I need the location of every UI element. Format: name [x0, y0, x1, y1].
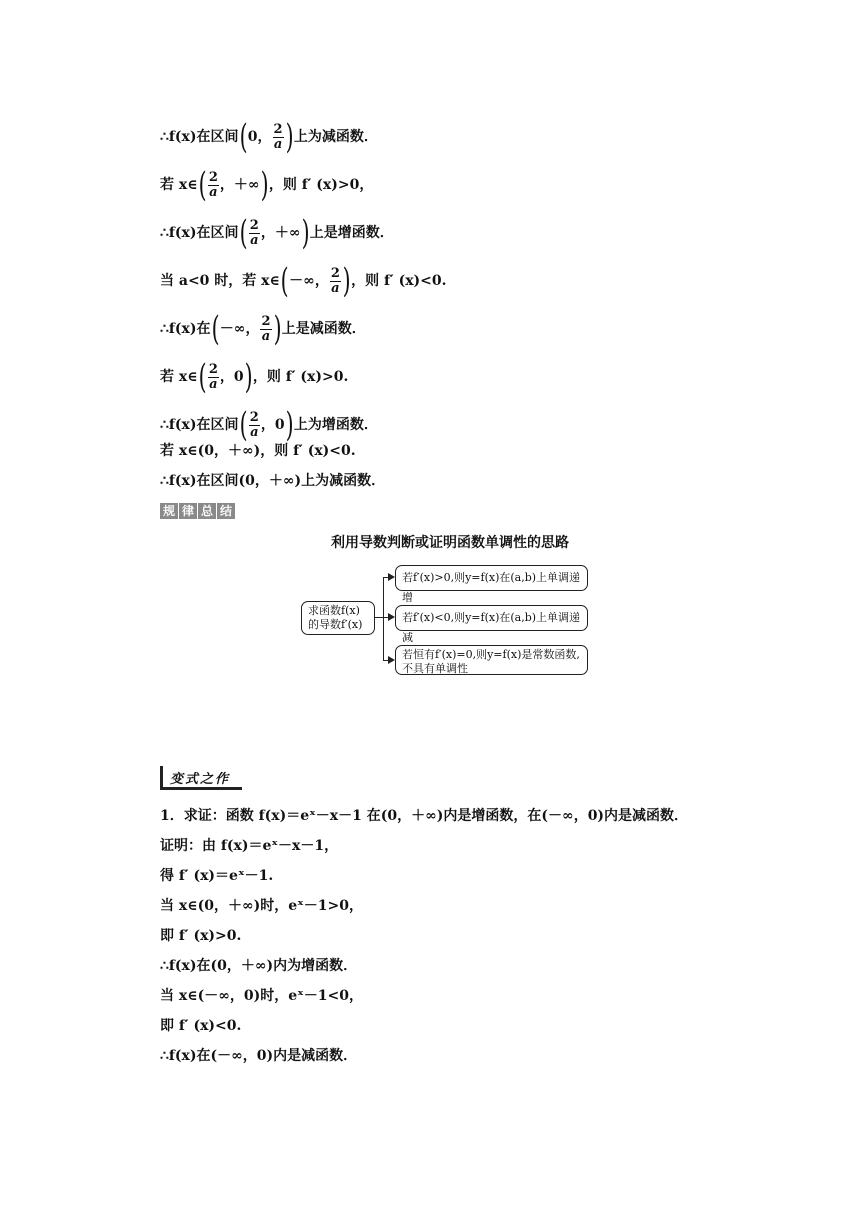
line-prefix: ∴f(x)在区间: [160, 225, 239, 241]
right-paren: ): [301, 213, 310, 253]
line-suffix: 上为增函数．: [293, 417, 378, 433]
proof-line: ∴f(x)在(0，＋∞)内为增函数．: [160, 958, 358, 974]
interval-endpoint: 0: [274, 417, 285, 433]
interval-endpoint: －∞: [289, 273, 315, 289]
fraction: $\frac{2}{a}$: [273, 121, 283, 152]
derivation-line: [160, 261, 447, 301]
problem-statement: 1．求证：函数 f(x)＝eˣ－x－1 在(0，＋∞)内是增函数，在(－∞，0)内是减函数．: [160, 808, 689, 824]
branch-node: 若f′(x)<0,则y=f(x)在(a,b)上单调递减: [395, 605, 588, 631]
fraction: $\frac{2}{a}$: [208, 361, 218, 392]
comma: ，: [260, 417, 275, 433]
proof-line: ∴f(x)在(－∞，0)内是减函数．: [160, 1048, 358, 1064]
arrow-icon: [388, 613, 395, 621]
comma: ，: [245, 321, 260, 337]
left-paren: (: [198, 357, 207, 397]
connector: [383, 577, 384, 660]
proof-line: 得 f′ (x)＝eˣ－1.: [160, 868, 274, 884]
line-suffix: ，则 f′ (x)<0.: [351, 273, 447, 289]
fraction: $\frac{2}{a}$: [208, 169, 218, 200]
fraction: $\frac{2}{a}$: [249, 409, 259, 440]
derivation-line: [160, 165, 374, 205]
left-paren: (: [239, 117, 248, 157]
line-prefix: 若 x∈: [160, 369, 198, 385]
diagram-title: 利用导数判断或证明函数单调性的思路: [331, 535, 569, 551]
variant-header: [160, 766, 242, 790]
branch-node: 若恒有f′(x)=0,则y=f(x)是常数函数,不具有单调性: [395, 645, 588, 675]
arrow-icon: [388, 573, 395, 581]
derivation-line: [160, 405, 378, 445]
interval-endpoint: －∞: [219, 321, 246, 337]
derivation-line: [160, 117, 378, 157]
line-suffix: 上为减函数．: [293, 129, 378, 145]
left-paren: (: [239, 405, 248, 445]
fraction: $\frac{2}{a}$: [249, 217, 259, 248]
root-node: 求函数f(x)的导数f′(x): [301, 601, 375, 635]
proof-line: 即 f′ (x)>0.: [160, 928, 242, 944]
left-paren: (: [198, 165, 207, 205]
text-line: 若 x∈(0，＋∞)，则 f′ (x)<0.: [160, 443, 356, 459]
interval-endpoint: 0: [247, 129, 258, 145]
derivation-line: [160, 213, 394, 253]
variant-title: 变式之作: [170, 772, 231, 787]
line-suffix: ，则 f′ (x)>0.: [252, 369, 349, 385]
interval-endpoint: ＋∞: [274, 225, 301, 241]
branch-node: 若f′(x)>0,则y=f(x)在(a,b)上单调递增: [395, 565, 588, 591]
derivation-line: [160, 357, 349, 397]
tag-char: 总: [198, 503, 216, 519]
line-prefix: ∴f(x)在区间: [160, 129, 239, 145]
proof-line: 当 x∈(0，＋∞)时，eˣ－1>0，: [160, 898, 364, 914]
text-line: ∴f(x)在区间(0，＋∞)上为减函数．: [160, 473, 386, 489]
left-paren: (: [280, 261, 289, 301]
tag-char: 律: [179, 503, 197, 519]
proof-line: 当 x∈(－∞，0)时，eˣ－1<0，: [160, 988, 364, 1004]
right-paren: ): [273, 309, 282, 349]
comma: ，: [219, 369, 234, 385]
comma: ，: [219, 177, 234, 193]
tag-char: 规: [160, 503, 178, 519]
left-paren: (: [211, 309, 220, 349]
line-suffix: 上是减函数．: [281, 321, 366, 337]
connector: [375, 617, 383, 618]
left-paren: (: [239, 213, 248, 253]
line-prefix: ∴f(x)在: [160, 321, 211, 337]
fraction: $\frac{2}{a}$: [330, 265, 340, 296]
interval-endpoint: 0: [233, 369, 244, 385]
comma: ，: [314, 273, 329, 289]
derivation-line: [160, 309, 366, 349]
right-paren: ): [285, 405, 294, 445]
line-prefix: 若 x∈: [160, 177, 198, 193]
tag-char: 结: [217, 503, 235, 519]
proof-line: 即 f′ (x)<0.: [160, 1018, 242, 1034]
right-paren: ): [342, 261, 351, 301]
line-prefix: ∴f(x)在区间: [160, 417, 239, 433]
summary-tag: [160, 503, 235, 519]
line-suffix: ，则 f′ (x)>0，: [268, 177, 374, 193]
arrow-icon: [388, 656, 395, 664]
right-paren: ): [260, 165, 269, 205]
comma: ，: [260, 225, 275, 241]
line-prefix: 当 a<0 时，若 x∈: [160, 273, 280, 289]
header-underline: [160, 787, 242, 790]
interval-endpoint: ＋∞: [233, 177, 260, 193]
comma: ，: [257, 129, 272, 145]
line-suffix: 上是增函数．: [309, 225, 394, 241]
proof-line: 证明：由 f(x)＝eˣ－x－1，: [160, 838, 339, 854]
right-paren: ): [244, 357, 253, 397]
fraction: $\frac{2}{a}$: [261, 313, 271, 344]
right-paren: ): [285, 117, 294, 157]
